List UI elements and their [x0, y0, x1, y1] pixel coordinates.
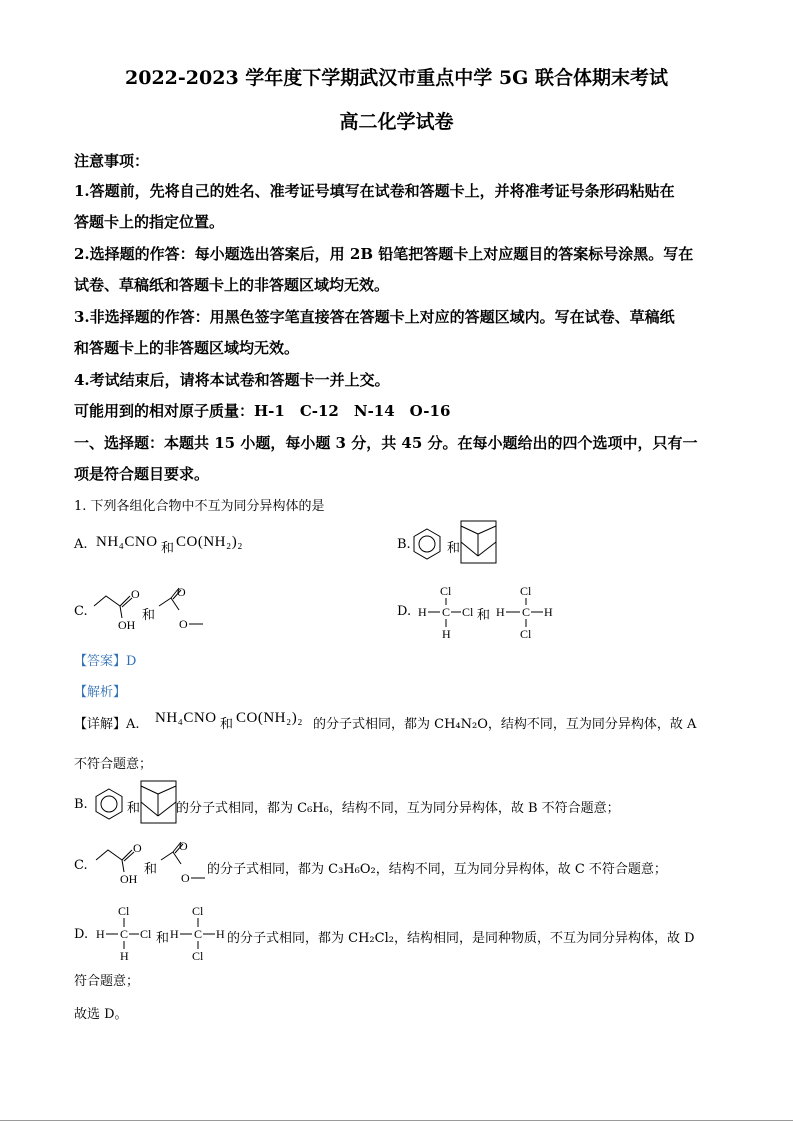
option-d-label: D.: [397, 604, 412, 619]
detail-d-text: 的分子式相同，都为 CH₂Cl₂，结构相同，是同种物质，不互为同分异构体，故 D: [227, 931, 695, 946]
option-a-label: A.: [74, 537, 88, 552]
svg-text:Cl: Cl: [520, 627, 532, 641]
acid-o-label: O: [131, 587, 140, 601]
notice-3-line1: 3.非选择题的作答：用黑色签字笔直接答在答题卡上对应的答题区域内。写在试卷、草稿纸: [74, 308, 675, 326]
svg-text:O: O: [179, 839, 188, 853]
ester-o-top-label: O: [177, 585, 186, 599]
svg-text:C: C: [194, 927, 203, 941]
detail-benzene-icon: [94, 788, 124, 820]
svg-text:Cl: Cl: [520, 584, 532, 598]
option-c-and: 和: [142, 608, 156, 623]
answer-text: 【答案】D: [74, 654, 137, 669]
dichloromethane-structure-1-icon: [416, 584, 476, 640]
detail-c-and: 和: [144, 862, 158, 877]
detail-b-label: B.: [74, 797, 88, 812]
analysis-label: 【解析】: [74, 685, 127, 700]
svg-text:H: H: [120, 949, 129, 963]
notice-2-line2: 试卷、草稿纸和答题卡上的非答题区域均无效。: [74, 276, 390, 294]
notice-heading: 注意事项：: [74, 152, 150, 170]
svg-text:Cl: Cl: [192, 949, 204, 963]
prismane-structure-icon: [460, 520, 498, 564]
detail-d-label: D.: [74, 927, 89, 942]
detail-dichloromethane-2-icon: [168, 904, 230, 962]
svg-text:H: H: [96, 927, 105, 941]
svg-text:Cl: Cl: [462, 605, 474, 619]
detail-d-text-2: 符合题意；: [74, 974, 140, 989]
detail-a-and: 和: [220, 717, 234, 732]
notice-2-line1: 2.选择题的作答：每小题选出答案后，用 2B 铅笔把答题卡上对应题目的答案标号涂黑。写在: [74, 245, 694, 263]
acid-oh-label: OH: [118, 618, 136, 632]
detail-prefix: 【详解】A.: [74, 717, 140, 732]
svg-text:H: H: [442, 627, 451, 641]
detail-b-and: 和: [127, 801, 141, 816]
page-bottom-divider: [0, 1120, 793, 1121]
methyl-acetate-structure-icon: [157, 585, 207, 632]
detail-c-text: 的分子式相同，都为 C₃H₆O₂，结构不同，互为同分异构体，故 C 不符合题意；: [207, 862, 667, 877]
svg-text:H: H: [418, 605, 427, 619]
notice-4: 4.考试结束后，请将本试卷和答题卡一并上交。: [74, 371, 390, 389]
detail-c-label: C.: [74, 858, 88, 873]
svg-text:Cl: Cl: [118, 904, 130, 918]
option-a-formula-1: NH₄CNO: [96, 534, 158, 550]
question-1-stem: 1. 下列各组化合物中不互为同分异构体的是: [74, 499, 325, 514]
detail-a-formula-2: CO(NH₂)₂: [236, 710, 303, 726]
svg-text:O: O: [133, 841, 142, 855]
svg-text:C: C: [442, 605, 451, 619]
conclusion: 故选 D。: [74, 1007, 128, 1022]
atomic-masses: 可能用到的相对原子质量：H-1 C-12 N-14 O-16: [74, 402, 451, 420]
svg-text:C: C: [522, 605, 531, 619]
detail-a-text-2: 不符合题意；: [74, 757, 153, 772]
svg-text:H: H: [544, 605, 553, 619]
svg-text:Cl: Cl: [192, 904, 204, 918]
propanoic-acid-structure-icon: [92, 588, 142, 632]
benzene-structure-icon: [412, 528, 442, 560]
section-heading-line2: 项是符合题目要求。: [74, 465, 210, 483]
section-heading-line1: 一、选择题：本题共 15 小题，每小题 3 分，共 45 分。在每小题给出的四个选项中，只有一: [74, 434, 698, 452]
option-b-and: 和: [447, 541, 461, 556]
svg-text:H: H: [216, 927, 225, 941]
option-a-and: 和: [161, 541, 175, 556]
svg-text:H: H: [170, 927, 179, 941]
dichloromethane-structure-2-icon: [494, 584, 556, 640]
notice-3-line2: 和答题卡上的非答题区域均无效。: [74, 339, 300, 357]
option-d-and: 和: [477, 608, 491, 623]
option-c-label: C.: [74, 604, 88, 619]
detail-dichloromethane-1-icon: [94, 904, 154, 962]
detail-methyl-acetate-icon: [159, 839, 209, 886]
svg-text:Cl: Cl: [440, 584, 452, 598]
svg-text:OH: OH: [120, 872, 138, 886]
notice-1-line1: 1.答题前，先将自己的姓名、准考证号填写在试卷和答题卡上，并将准考证号条形码粘贴在: [74, 182, 675, 200]
detail-propanoic-acid-icon: [94, 842, 144, 886]
svg-text:Cl: Cl: [140, 927, 152, 941]
option-a-formula-2: CO(NH₂)₂: [176, 534, 243, 550]
svg-text:C: C: [120, 927, 129, 941]
option-b-label: B.: [397, 537, 411, 552]
svg-text:O: O: [181, 871, 190, 885]
notice-1-line2: 答题卡上的指定位置。: [74, 213, 225, 231]
detail-prismane-icon: [140, 780, 178, 824]
ester-o-label: O: [179, 617, 188, 631]
paper-title: 2022-2023 学年度下学期武汉市重点中学 5G 联合体期末考试: [125, 67, 668, 89]
detail-a-text: 的分子式相同，都为 CH₄N₂O，结构不同，互为同分异构体，故 A: [313, 717, 697, 732]
detail-d-and: 和: [156, 931, 170, 946]
detail-b-text: 的分子式相同，都为 C₆H₆，结构不同，互为同分异构体，故 B 不符合题意；: [176, 801, 620, 816]
detail-a-formula-1: NH₄CNO: [155, 710, 217, 726]
answer-label: [74, 650, 136, 669]
svg-text:H: H: [496, 605, 505, 619]
paper-subtitle: 高二化学试卷: [339, 111, 454, 133]
